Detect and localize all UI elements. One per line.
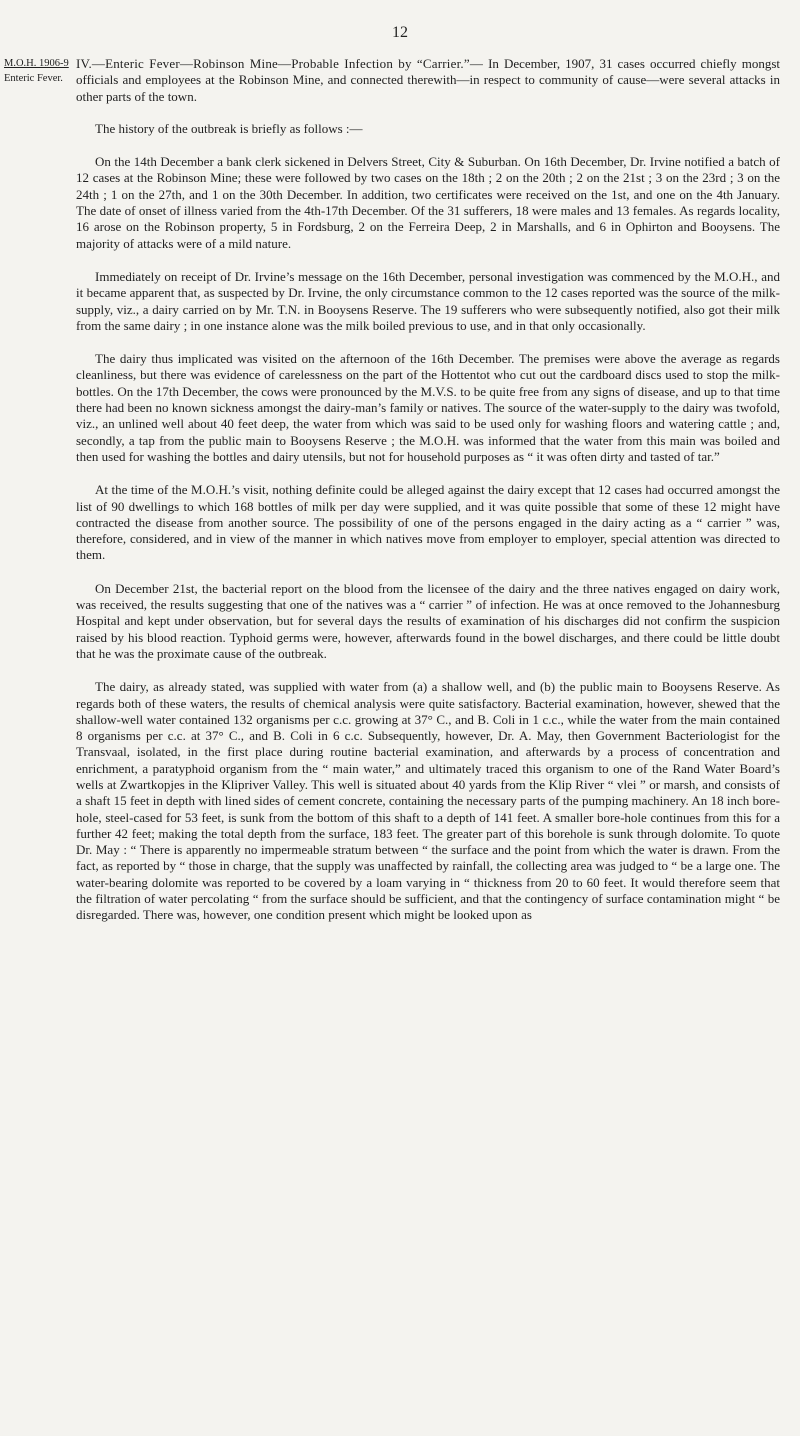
paragraph-history-intro: The history of the outbreak is briefly as follows :— (95, 120, 363, 136)
paragraph-carrier-possibility: At the time of the M.O.H.’s visit, nothing definite could be alleged against the dairy except that 12 cases had occurred amongst the list of 90 dwellings to which 168 bottles of milk per day were supplied, and it was quite possible that some of these 12 might have contracted the disease from another source. The possibility of one of the persons engaged in the dairy acting as a “ carrier ” was, therefore, considered, and in view of the manner in which natives move from employer to employer, special attention was directed to them. (76, 482, 780, 563)
paragraph-dairy-visit: The dairy thus implicated was visited on the afternoon of the 16th December. The premises were above the average as regards cleanliness, but there was evidence of carelessness on the part of the Hottentot who cut out the cardboard discs used to stop the milk-bottles. On the 17th December, the cows were pronounced by the M.V.S. to be quite free from any signs of disease, and up to that time there had been no known sickness amongst the dairy-man’s family or natives. The source of the water-supply to the dairy was twofold, viz., an unlined well about 40 feet deep, the water from which was said to be used only for washing floors and watering cattle ; and, secondly, a tap from the public main to Booysens Reserve ; the M.O.H. was informed that the water from this main was boiled and then used for washing the bottles and dairy utensils, but not for household purposes as “ it was often dirty and tasted of tar.” (76, 351, 780, 464)
paragraph-case-history: On the 14th December a bank clerk sickened in Delvers Street, City & Suburban. On 16th December, Dr. Irvine notified a batch of 12 cases at the Robinson Mine; these were followed by two cases on the 18th ; 2 on the 20th ; 2 on the 21st ; 3 on the 23rd ; 3 on the 24th ; 1 on the 27th, and 1 on the 30th December. In addition, two certificates were received on the 1st, and one on the 4th January. The date of onset of illness varied from the 4th-17th December. Of the 31 sufferers, 18 were males and 13 females. As regards locality, 16 arose on the Robinson property, 5 in Fordsburg, 2 on the Ferreira Deep, 2 in Marshalls, and 6 in Ophirton and Booysens. The majority of attacks were of a mild nature. (76, 154, 780, 251)
paragraph-investigation: Immediately on receipt of Dr. Irvine’s message on the 16th December, personal investigation was commenced by the M.O.H., and it became apparent that, as suspected by Dr. Irvine, the only circumstance common to the 12 cases reported was the source of the milk-supply, viz., a dairy carried on by Mr. T.N. in Booysens Reserve. The 19 sufferers who were subsequently notified, also got their milk from the same dairy ; in one instance alone was the milk boiled previous to use, and in that only occasionally. (76, 268, 780, 333)
section-heading: IV.—Enteric Fever—Robinson Mine—Probable Infection by “Carrier.”— (76, 56, 484, 71)
paragraph-water-supply: The dairy, as already stated, was supplied with water from (a) a shallow well, and (b) the public main to Booysens Reserve. As regards both of these waters, the results of chemical analysis were quite satisfactory. Bacterial examination, however, shewed that the shallow-well water contained 132 organisms per c.c. growing at 37° C., and B. Coli in 1 c.c., while the water from the main contained 8 organisms per c.c. at 37° C., and B. Coli in 6 c.c. Subsequently, however, Dr. A. May, then Government Bacteriologist for the Transvaal, isolated, in the first place during routine bacterial examination, and afterwards by a process of concentration and enrichment, a paratyphoid organism from the “ main water,” and ultimately traced this organism to one of the Rand Water Board’s wells at Zwartkopjes in the Klipriver Valley. This well is situated about 40 yards from the Klip River “ vlei ” or marsh, and consists of a shaft 15 feet in depth with lined sides of cement concrete, containing the necessary parts of the pumping machinery. An 18 inch bore-hole, steel-cased for 53 feet, is sunk from the bottom of this shaft to a depth of 141 feet. A smaller bore-hole continues from this for a further 42 feet; making the total depth from the surface, 183 feet. The greater part of this borehole is sunk through dolomite. To quote Dr. May : “ There is apparently no impermeable stratum between “ the surface and the point from which the water is drawn. From the fact, as reported by “ those in charge, that the supply was unaffected by rainfall, the collecting area was judged to “ be a large one. The water-bearing dolomite was reported to be covered by a loam varying in “ thickness from 20 to 60 feet. It would therefore seem that the filtration of water percolating “ from the surface should be sufficient, and that the contingency of surface contamination might “ be disregarded. There was, however, one condition present which might be looked upon as (76, 679, 780, 923)
margin-topic: Enteric Fever. (4, 73, 63, 84)
section-intro: In December, 1907, 31 cases occurred chiefly mongst officials and employees at the Robinson Mine, and connected therewith—in respect to community of cause—were several attacks in other parts of the town. (76, 56, 780, 104)
margin-report-code: M.O.H. 1906-9 (4, 58, 69, 69)
page-number: 12 (392, 24, 408, 41)
margin-reference (4, 56, 80, 86)
page-body (76, 56, 780, 941)
paragraph-bacterial-report: On December 21st, the bacterial report on the blood from the licensee of the dairy and the three natives engaged on dairy work, was received, the results suggesting that one of the natives was a “ carrier ” of infection. He was at once removed to the Johannesburg Hospital and kept under observation, but for several days the results of examination of his discharges did not confirm the suspicion raised by his blood reaction. Typhoid germs were, however, afterwards found in the bowel discharges, and there could be little doubt that he was the proximate cause of the outbreak. (76, 580, 780, 661)
section-opening (76, 56, 780, 105)
